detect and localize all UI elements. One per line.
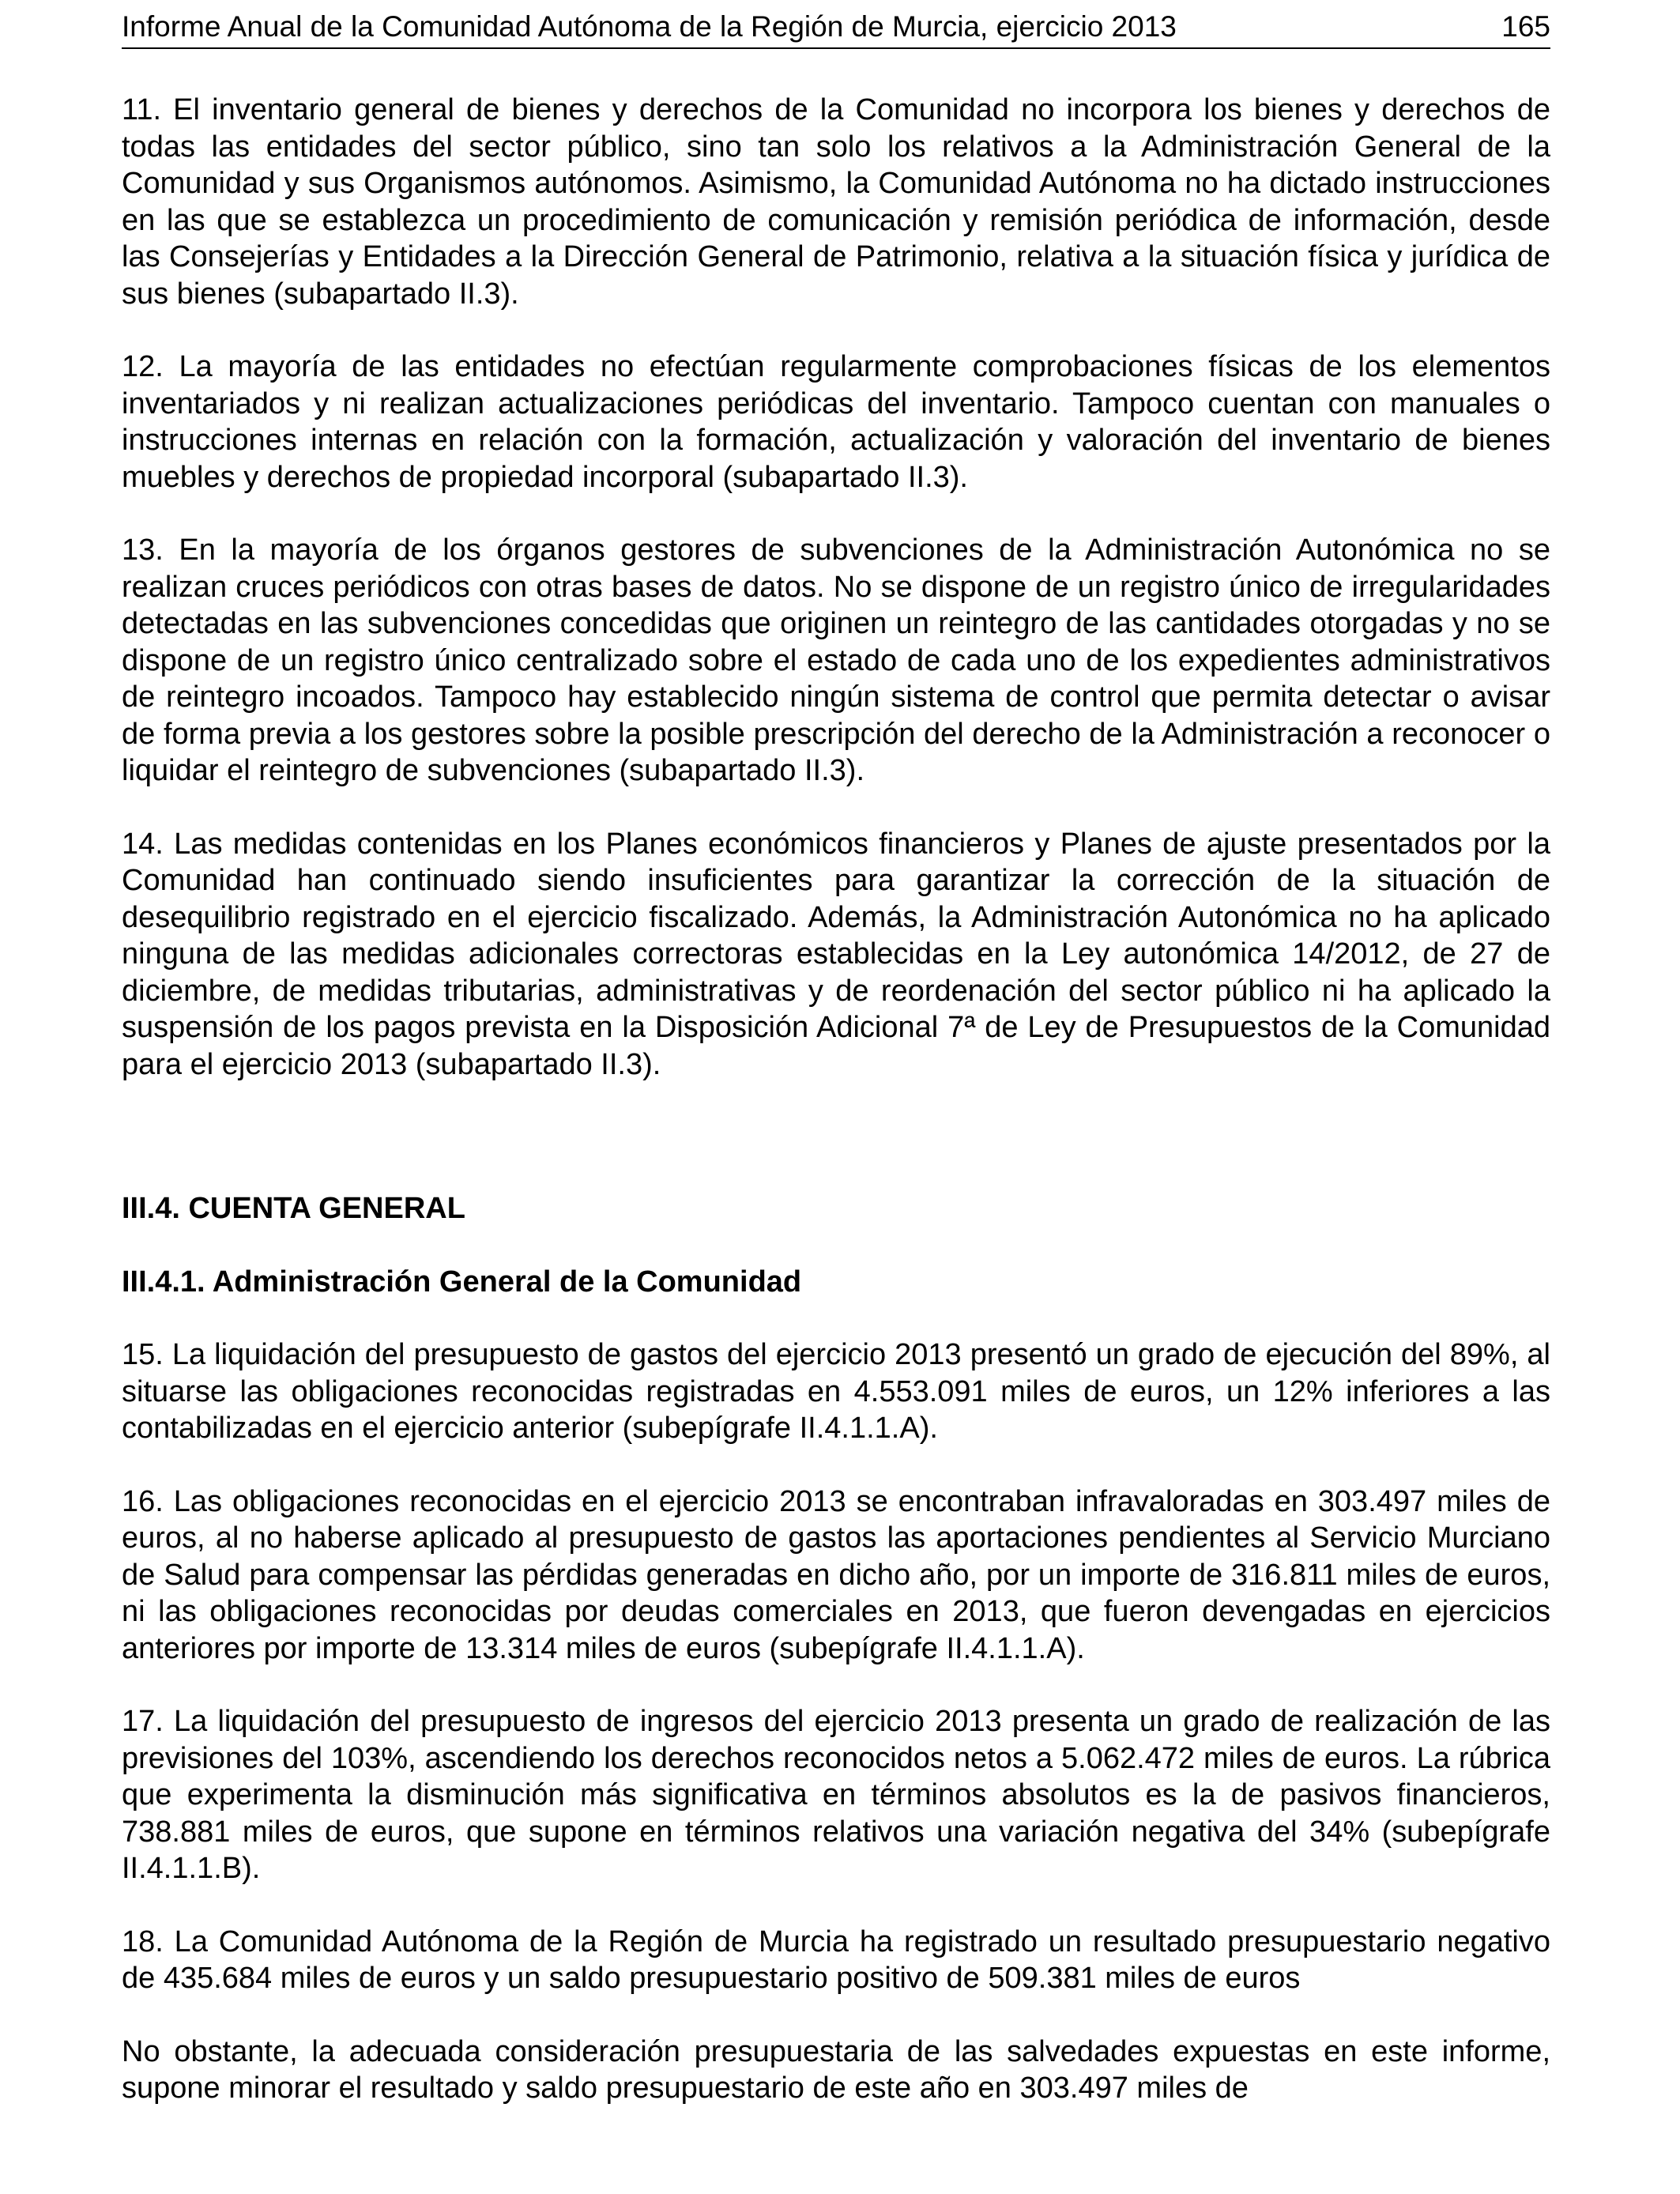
document-body xyxy=(122,92,1550,2107)
paragraph-12: 12. La mayoría de las entidades no efectúan regularmente comprobaciones físicas de los elementos inventariados y ni realizan actualizaciones periódicas del inventario. Tampoco cuentan con manuales o instrucciones internas en relación con la formación, actualización y valoración del inventario de bienes muebles y derechos de propiedad incorporal (subapartado II.3). xyxy=(122,350,1550,494)
paragraph-18: 18. La Comunidad Autónoma de la Región de Murcia ha registrado un resultado presupuestario negativo de 435.684 miles de euros y un saldo presupuestario positivo de 509.381 miles de euros xyxy=(122,1924,1550,1995)
page-header xyxy=(122,8,1550,49)
paragraph-final: No obstante, la adecuada consideración presupuestaria de las salvedades expuestas en este informe, supone minorar el resultado y saldo presupuestario de este año en 303.497 miles de xyxy=(122,2034,1550,2105)
paragraph-15: 15. La liquidación del presupuesto de gastos del ejercicio 2013 presentó un grado de ejecución del 89%, al situarse las obligaciones reconocidas registradas en 4.553.091 miles de euros, un 12% inferiores a las contabilizadas en el ejercicio anterior (subepígrafe II.4.1.1.A). xyxy=(122,1338,1550,1445)
page-number: 165 xyxy=(1501,10,1550,43)
subsection-heading: III.4.1. Administración General de la Comunidad xyxy=(122,1265,802,1299)
section-heading: III.4. CUENTA GENERAL xyxy=(122,1192,465,1225)
paragraph-16: 16. Las obligaciones reconocidas en el ejercicio 2013 se encontraban infravaloradas en 303.497 miles de euros, al no haberse aplicado al presupuesto de gastos las aportaciones pendientes al Servicio Murciano de Salud para compensar las pérdidas generadas en dicho año, por un importe de 316.811 miles de euros, ni las obligaciones reconocidas por deudas comerciales en 2013, que fueron devengadas en ejercicios anteriores por importe de 13.314 miles de euros (subepígrafe II.4.1.1.A). xyxy=(122,1484,1550,1665)
paragraph-11: 11. El inventario general de bienes y derechos de la Comunidad no incorpora los bienes y derechos de todas las entidades del sector público, sino tan solo los relativos a la Administración General de la Comunidad y sus Organismos autónomos. Asimismo, la Comunidad Autónoma no ha dictado instrucciones en las que se establezca un procedimiento de comunicación y remisión periódica de información, desde las Consejerías y Entidades a la Dirección General de Patrimonio, relativa a la situación física y jurídica de sus bienes (subapartado II.3). xyxy=(122,93,1550,311)
paragraph-13: 13. En la mayoría de los órganos gestores de subvenciones de la Administración Autonómica no se realizan cruces periódicos con otras bases de datos. No se dispone de un registro único de irregularidades detectadas en las subvenciones concedidas que originen un reintegro de las cantidades otorgadas y no se dispone de un registro único centralizado sobre el estado de cada uno de los expedientes administrativos de reintegro incoados. Tampoco hay establecido ningún sistema de control que permita detectar o avisar de forma previa a los gestores sobre la posible prescripción del derecho de la Administración a reconocer o liquidar el reintegro de subvenciones (subapartado II.3). xyxy=(122,533,1550,787)
report-title: Informe Anual de la Comunidad Autónoma de la Región de Murcia, ejercicio 2013 xyxy=(122,10,1177,43)
paragraph-14: 14. Las medidas contenidas en los Planes económicos financieros y Planes de ajuste presentados por la Comunidad han continuado siendo insuficientes para garantizar la corrección de la situación de desequilibrio registrado en el ejercicio fiscalizado. Además, la Administración Autonómica no ha aplicado ninguna de las medidas adicionales correctoras establecidas en la Ley autonómica 14/2012, de 27 de diciembre, de medidas tributarias, administrativas y de reordenación del sector público ni ha aplicado la suspensión de los pagos prevista en la Disposición Adicional 7ª de Ley de Presupuestos de la Comunidad para el ejercicio 2013 (subapartado II.3). xyxy=(122,827,1550,1081)
paragraph-17: 17. La liquidación del presupuesto de ingresos del ejercicio 2013 presenta un grado de realización de las previsiones del 103%, ascendiendo los derechos reconocidos netos a 5.062.472 miles de euros. La rúbrica que experimenta la disminución más significativa en términos absolutos es la de pasivos financieros, 738.881 miles de euros, que supone en términos relativos una variación negativa del 34% (subepígrafe II.4.1.1.B). xyxy=(122,1705,1550,1885)
